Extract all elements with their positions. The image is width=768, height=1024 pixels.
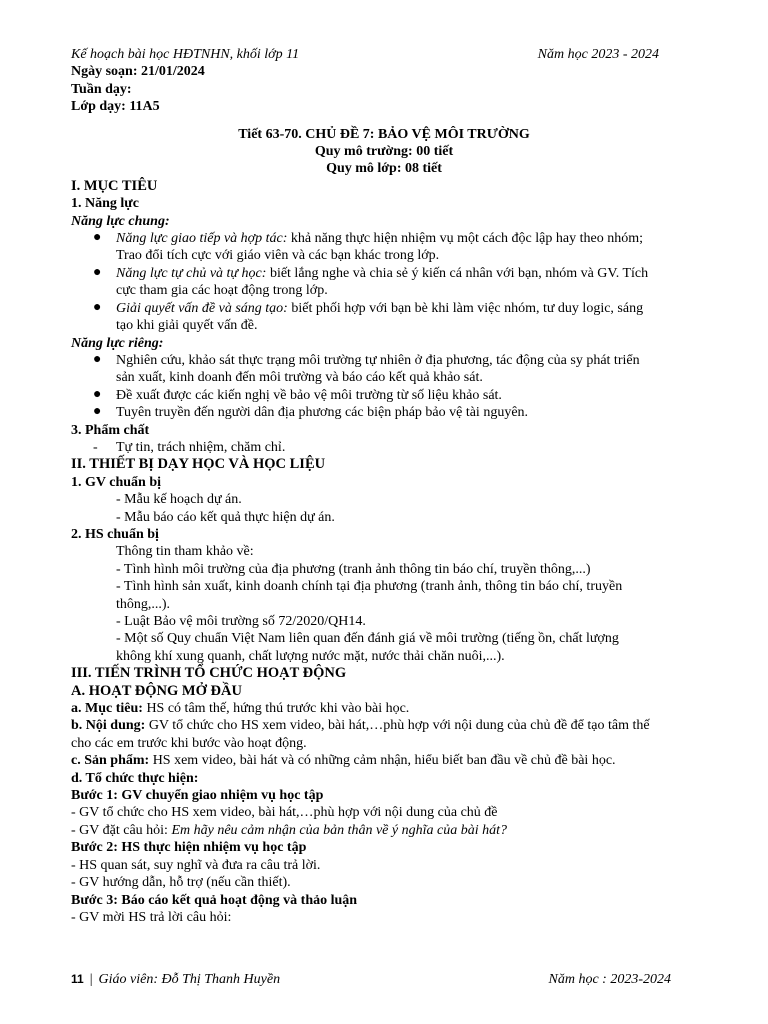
goal-line: a. Mục tiêu: HS có tâm thế, hứng thú trước khi vào bài học. bbox=[71, 701, 410, 717]
list-item: ● Giải quyết vấn đề và sáng tạo: biết phối hợp với bạn bè khi làm việc nhóm, tư duy logic, sáng tạo khi giải quyết vấn đề. bbox=[93, 299, 644, 334]
school-scale: Quy mô trường: 00 tiết bbox=[314, 144, 454, 160]
bullet-icon: ● bbox=[93, 404, 102, 420]
step-2-heading: Bước 2: HS thực hiện nhiệm vụ học tập bbox=[71, 840, 307, 856]
list-item: - GV mời HS trả lời câu hỏi: bbox=[71, 909, 232, 925]
list-item: ● Nghiên cứu, khảo sát thực trạng môi trường tự nhiên ở địa phương, tác động của sy phát triển sản xuất, kinh doanh đến môi trường và báo cáo kết quả khảo sát. bbox=[93, 351, 640, 386]
list-item: ● Năng lực giao tiếp và hợp tác: khả năng thực hiện nhiệm vụ một cách độc lập hay theo nhóm; Trao đổi tích cực với giáo viên và các bạn khác trong lớp. bbox=[93, 230, 643, 264]
activity-opening: A. HOẠT ĐỘNG MỞ ĐẦU bbox=[71, 682, 242, 699]
organize-heading: d. Tổ chức thực hiện: bbox=[71, 770, 199, 786]
document-page bbox=[71, 46, 697, 926]
footer-teacher: Giáo viên: Đỗ Thị Thanh Huyền bbox=[98, 972, 281, 987]
list-item: Thông tin tham khảo về: bbox=[116, 544, 254, 560]
section-process: III. TIẾN TRÌNH TỔ CHỨC HOẠT ĐỘNG bbox=[71, 665, 347, 682]
bullet-icon: ● bbox=[93, 230, 102, 246]
list-item: không khí xung quanh, chất lượng nước mặt, nước thải chăn nuôi,...). bbox=[116, 648, 505, 664]
lesson-title: Tiết 63-70. CHỦ ĐỀ 7: BẢO VỆ MÔI TRƯỜNG bbox=[238, 126, 530, 142]
teacher-prep-heading: 1. GV chuẩn bị bbox=[71, 474, 161, 490]
list-item: - HS quan sát, suy nghĩ và đưa ra câu trả lời. bbox=[71, 857, 321, 873]
list-item: - Một số Quy chuẩn Việt Nam liên quan đến đánh giá về môi trường (tiếng ồn, chất lượng bbox=[116, 631, 619, 647]
product-line: c. Sản phẩm: HS xem video, bài hát và có những cảm nhận, hiểu biết ban đầu về chủ đề bài học. bbox=[71, 753, 616, 769]
class-scale: Quy mô lớp: 08 tiết bbox=[326, 161, 442, 177]
page-number: 11 bbox=[71, 972, 84, 986]
list-item: - GV tổ chức cho HS xem video, bài hát,…phù hợp với nội dung của chủ đề bbox=[71, 805, 498, 821]
list-item: - Luật Bảo vệ môi trường số 72/2020/QH14. bbox=[116, 614, 366, 629]
list-item: - Mẫu kế hoạch dự án. bbox=[116, 492, 242, 508]
list-item: - GV hướng dẫn, hỗ trợ (nếu cần thiết). bbox=[71, 875, 291, 891]
list-item: - GV đặt câu hỏi: Em hãy nêu cảm nhận của bản thân về ý nghĩa của bài hát? bbox=[71, 822, 507, 838]
student-prep-heading: 2. HS chuẩn bị bbox=[71, 526, 159, 542]
list-item: - Mẫu báo cáo kết quả thực hiện dự án. bbox=[116, 509, 335, 525]
list-item: ● Đề xuất được các kiến nghị về bảo vệ môi trường từ số liệu khảo sát. bbox=[93, 386, 502, 403]
specific-competence-label: Năng lực riêng: bbox=[71, 335, 164, 351]
bullet-icon: ● bbox=[93, 351, 102, 367]
bullet-icon: ● bbox=[93, 386, 102, 402]
subsection-competence: 1. Năng lực bbox=[71, 196, 139, 212]
section-equipment: II. THIẾT BỊ DẠY HỌC VÀ HỌC LIỆU bbox=[71, 456, 326, 473]
footer-separator: | bbox=[89, 972, 93, 987]
header-right: Năm học 2023 - 2024 bbox=[537, 47, 659, 62]
page-footer bbox=[71, 972, 671, 988]
step-1-heading: Bước 1: GV chuyển giao nhiệm vụ học tập bbox=[71, 788, 324, 804]
running-header bbox=[71, 46, 697, 63]
teaching-class: Lớp dạy: 11A5 bbox=[71, 99, 160, 115]
header-left: Kế hoạch bài học HĐTNHN, khối lớp 11 bbox=[71, 47, 300, 62]
content-line-2: cho các em trước khi bước vào hoạt động. bbox=[71, 735, 307, 751]
section-objectives: I. MỤC TIÊU bbox=[71, 177, 158, 194]
teaching-week: Tuần dạy: bbox=[71, 81, 132, 97]
list-item: thông,...). bbox=[116, 596, 171, 612]
list-item: ● Năng lực tự chủ và tự học: biết lắng nghe và chia sẻ ý kiến cá nhân với bạn, nhóm và GV. Tích cực tham gia các hoạt động trong lớp. bbox=[93, 264, 649, 299]
bullet-icon: ● bbox=[93, 264, 102, 280]
subsection-quality: 3. Phẩm chất bbox=[71, 422, 150, 438]
general-competence-label: Năng lực chung: bbox=[71, 213, 170, 229]
footer-year: Năm học : 2023-2024 bbox=[548, 972, 671, 987]
step-3-heading: Bước 3: Báo cáo kết quả hoạt động và thảo luận bbox=[71, 892, 358, 908]
list-item: ● Tuyên truyền đến người dân địa phương các biện pháp bảo vệ tài nguyên. bbox=[93, 404, 529, 421]
list-item: - Tình hình sản xuất, kinh doanh chính tại địa phương (tranh ảnh, thông tin báo chí, truyền bbox=[116, 579, 623, 595]
list-item: - Tự tin, trách nhiệm, chăm chỉ. bbox=[93, 439, 286, 455]
content-line: b. Nội dung: GV tổ chức cho HS xem video, bài hát,…phù hợp với nội dung của chủ đề để tạo tâm thế bbox=[71, 718, 650, 734]
bullet-icon: ● bbox=[93, 299, 102, 315]
list-item: - Tình hình môi trường của địa phương (tranh ảnh thông tin báo chí, truyền thông,...) bbox=[116, 561, 591, 577]
date-prepared: Ngày soạn: 21/01/2024 bbox=[71, 64, 205, 80]
